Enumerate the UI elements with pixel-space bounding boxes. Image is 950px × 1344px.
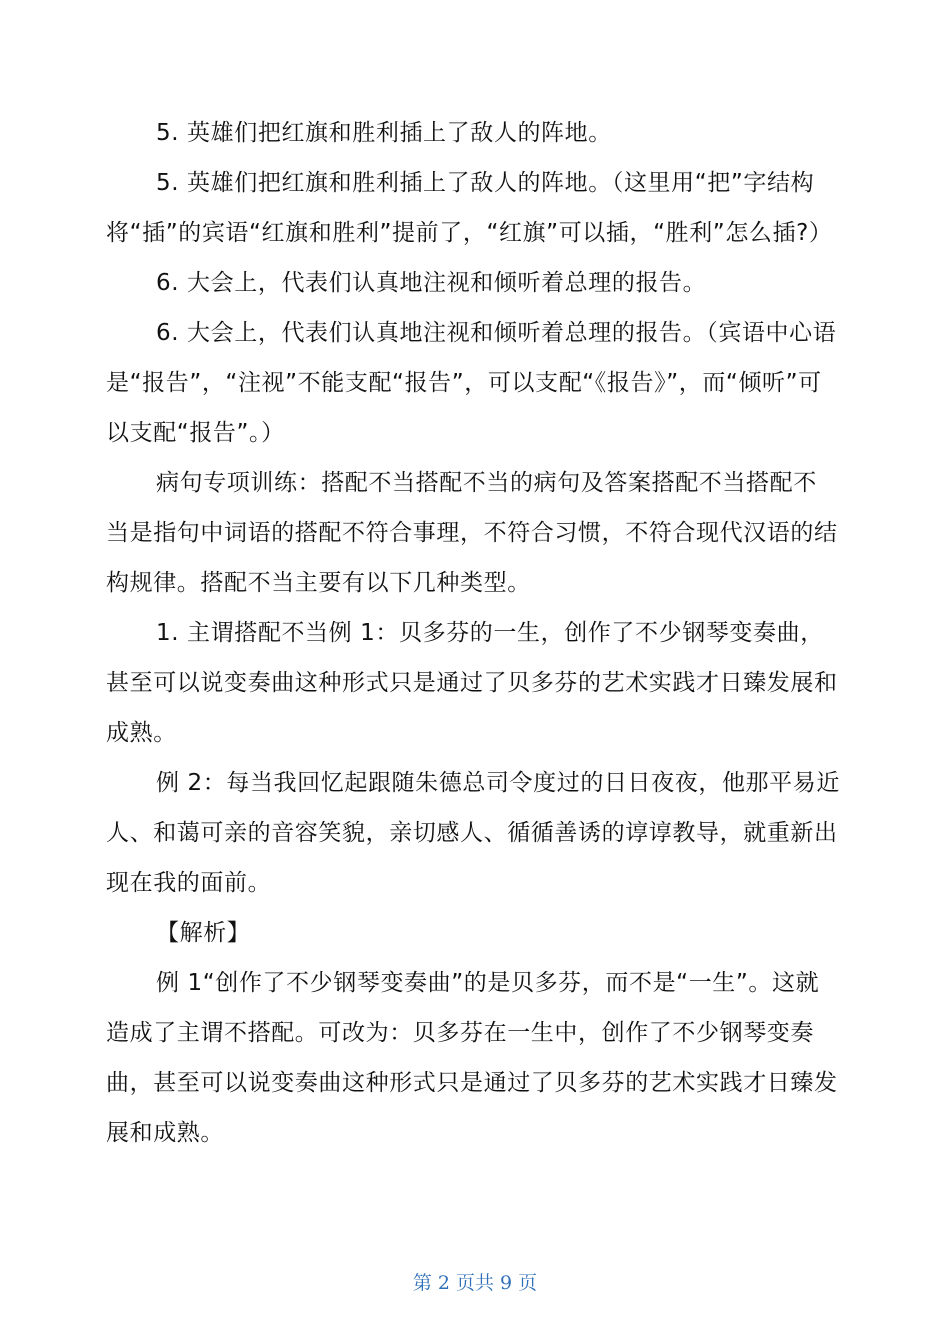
page-number-footer: 第 2 页共 9 页 xyxy=(412,1272,538,1294)
paragraph: 5. 英雄们把红旗和胜利插上了敌人的阵地。 xyxy=(156,120,612,146)
paragraph: 1. 主谓搭配不当例 1：贝多芬的一生，创作了不少钢琴变奏曲，甚至可以说变奏曲这种形式只是通过了贝多芬的艺术实践才日臻发展和成熟。 xyxy=(106,620,838,746)
section-heading: 【解析】 xyxy=(156,920,251,946)
paragraph: 例 1“创作了不少钢琴变奏曲”的是贝多芬，而不是“一生”。这就造成了主谓不搭配。可改为：贝多芬在一生中，创作了不少钢琴变奏曲，甚至可以说变奏曲这种形式只是通过了贝多芬的艺术实践才日臻发展和成熟。 xyxy=(106,970,838,1146)
paragraph: 5. 英雄们把红旗和胜利插上了敌人的阵地。（这里用“把”字结构将“插”的宾语“红旗和胜利”提前了，“红旗”可以插，“胜利”怎么插?） xyxy=(106,170,833,246)
paragraph: 6. 大会上，代表们认真地注视和倾听着总理的报告。 xyxy=(156,270,707,296)
paragraph: 6. 大会上，代表们认真地注视和倾听着总理的报告。（宾语中心语是“报告”，“注视”不能支配“报告”，可以支配“《报告》”，而“倾听”可以支配“报告”。） xyxy=(106,320,837,446)
paragraph: 例 2：每当我回忆起跟随朱德总司令度过的日日夜夜，他那平易近人、和蔼可亲的音容笑貌，亲切感人、循循善诱的谆谆教导，就重新出现在我的面前。 xyxy=(106,770,840,896)
paragraph: 病句专项训练：搭配不当搭配不当的病句及答案搭配不当搭配不当是指句中词语的搭配不符合事理，不符合习惯，不符合现代汉语的结构规律。搭配不当主要有以下几种类型。 xyxy=(106,470,838,596)
document-body xyxy=(106,108,840,1158)
